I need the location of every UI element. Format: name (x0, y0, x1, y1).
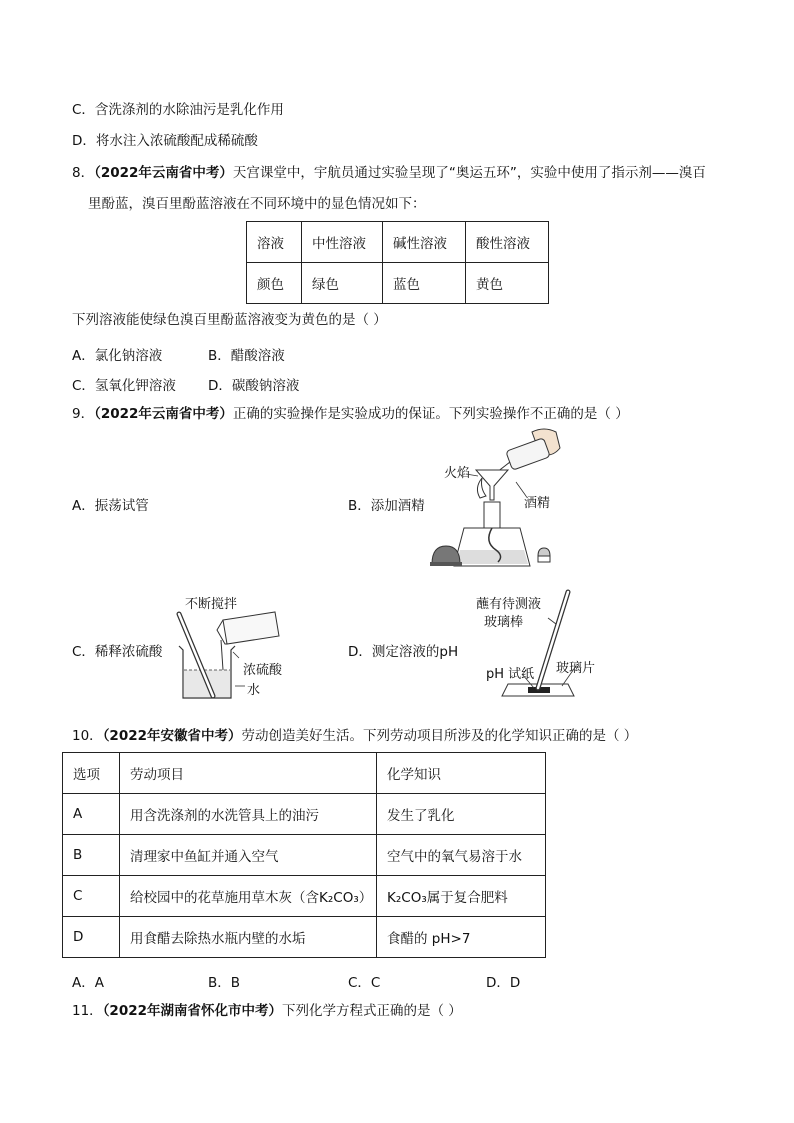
q9-stem-text: 正确的实验操作是实验成功的保证。下列实验操作不正确的是（ ） (232, 406, 629, 422)
rod-label: 玻璃棒 (484, 615, 524, 630)
alcohol-label: 酒精 (524, 496, 551, 511)
table-row (63, 835, 546, 876)
table-cell: C (63, 876, 120, 917)
labor-chemistry-table (62, 752, 546, 958)
table-row (63, 753, 546, 794)
q8-option-b: B．醋酸溶液 (208, 348, 285, 364)
table-cell: 空气中的氧气易溶于水 (377, 835, 546, 876)
water-label: 水 (247, 683, 261, 698)
table-cell: 发生了乳化 (377, 794, 546, 835)
q9-number: 9． (72, 406, 95, 422)
table-cell: A (63, 794, 120, 835)
table-header-cell: 化学知识 (377, 753, 546, 794)
table-cell: 中性溶液 (302, 222, 383, 263)
q10-option-d: D．D (486, 975, 521, 991)
flame-label: 火焰 (444, 466, 471, 481)
glass-label: 玻璃片 (556, 661, 596, 676)
q8-option-c: C．氢氧化钾溶液 (72, 378, 176, 394)
q9-option-b: B．添加酒精 (348, 498, 425, 514)
table-cell: 绿色 (302, 263, 383, 304)
lamp-cap-icon (432, 546, 460, 564)
table-cell: 颜色 (247, 263, 302, 304)
q9-source: （2022年云南省中考） (94, 406, 233, 422)
q10-source: （2022年安徽省中考） (102, 728, 242, 744)
dip-label: 蘸有待测液 (476, 597, 542, 612)
q10-stem-text: 劳动创造美好生活。下列劳动项目所涉及的化学知识正确的是（ ） (241, 728, 638, 744)
acid-label: 浓硫酸 (243, 663, 283, 678)
table-cell: D (63, 917, 120, 958)
q10-option-c: C．C (348, 975, 381, 991)
ph-test-figure (476, 588, 616, 710)
q8-stem-line-2: 里酚蓝，溴百里酚蓝溶液在不同环境中的显色情况如下： (88, 196, 426, 212)
table-cell: 酸性溶液 (466, 222, 549, 263)
table-cell: 黄色 (466, 263, 549, 304)
q9-option-a: A．振荡试管 (72, 498, 149, 514)
table-cell: 蓝色 (383, 263, 466, 304)
table-row (63, 876, 546, 917)
bottle-icon (506, 438, 550, 470)
indicator-color-table (246, 221, 549, 304)
q9-stem (72, 405, 629, 423)
q8-number: 8． (72, 165, 95, 181)
q8-source: （2022年云南省中考） (94, 165, 233, 181)
q10-stem (72, 727, 637, 745)
q10-option-a: A．A (72, 975, 104, 991)
q8-stem-line-1 (72, 164, 706, 182)
table-row (63, 794, 546, 835)
table-row (247, 263, 549, 304)
table-cell: 食醋的 pH>7 (377, 917, 546, 958)
table-header-cell: 劳动项目 (120, 753, 377, 794)
table-cell: 溶液 (247, 222, 302, 263)
q11-stem-text: 下列化学方程式正确的是（ ） (282, 1003, 462, 1019)
q7-option-d: D．将水注入浓硫酸配成稀硫酸 (72, 133, 258, 149)
q8-option-a: A．氯化钠溶液 (72, 348, 163, 364)
q10-number: 10． (72, 728, 103, 744)
table-cell: B (63, 835, 120, 876)
q11-number: 11． (72, 1003, 103, 1019)
q8-question: 下列溶液能使绿色溴百里酚蓝溶液变为黄色的是（ ） (72, 312, 387, 328)
table-cell: K₂CO₃属于复合肥料 (377, 876, 546, 917)
table-row (247, 222, 549, 263)
q10-option-b: B．B (208, 975, 241, 991)
table-cell: 清理家中鱼缸并通入空气 (120, 835, 377, 876)
q8-option-d: D．碳酸钠溶液 (208, 378, 300, 394)
q8-stem-text: 天宫课堂中，宇航员通过实验呈现了“奥运五环”，实验中使用了指示剂——溴百 (232, 165, 706, 181)
alcohol-lamp-figure (420, 426, 580, 571)
dilution-figure (165, 592, 305, 704)
q7-option-c: C．含洗涤剂的水除油污是乳化作用 (72, 102, 284, 118)
q9-option-d: D．测定溶液的pH (348, 644, 459, 660)
q11-source: （2022年湖南省怀化市中考） (102, 1003, 283, 1019)
table-cell: 碱性溶液 (383, 222, 466, 263)
table-cell: 用含洗涤剂的水洗管具上的油污 (120, 794, 377, 835)
paper-label: pH 试纸 (486, 667, 535, 682)
table-cell: 给校园中的花草施用草木灰（含K₂CO₃） (120, 876, 377, 917)
q11-stem (72, 1002, 462, 1020)
table-header-cell: 选项 (63, 753, 120, 794)
table-cell: 用食醋去除热水瓶内壁的水垢 (120, 917, 377, 958)
stir-label: 不断搅拌 (185, 597, 238, 612)
flame-icon (477, 478, 486, 498)
acid-bottle-icon (223, 612, 279, 644)
table-row (63, 917, 546, 958)
q9-option-c: C．稀释浓硫酸 (72, 644, 163, 660)
